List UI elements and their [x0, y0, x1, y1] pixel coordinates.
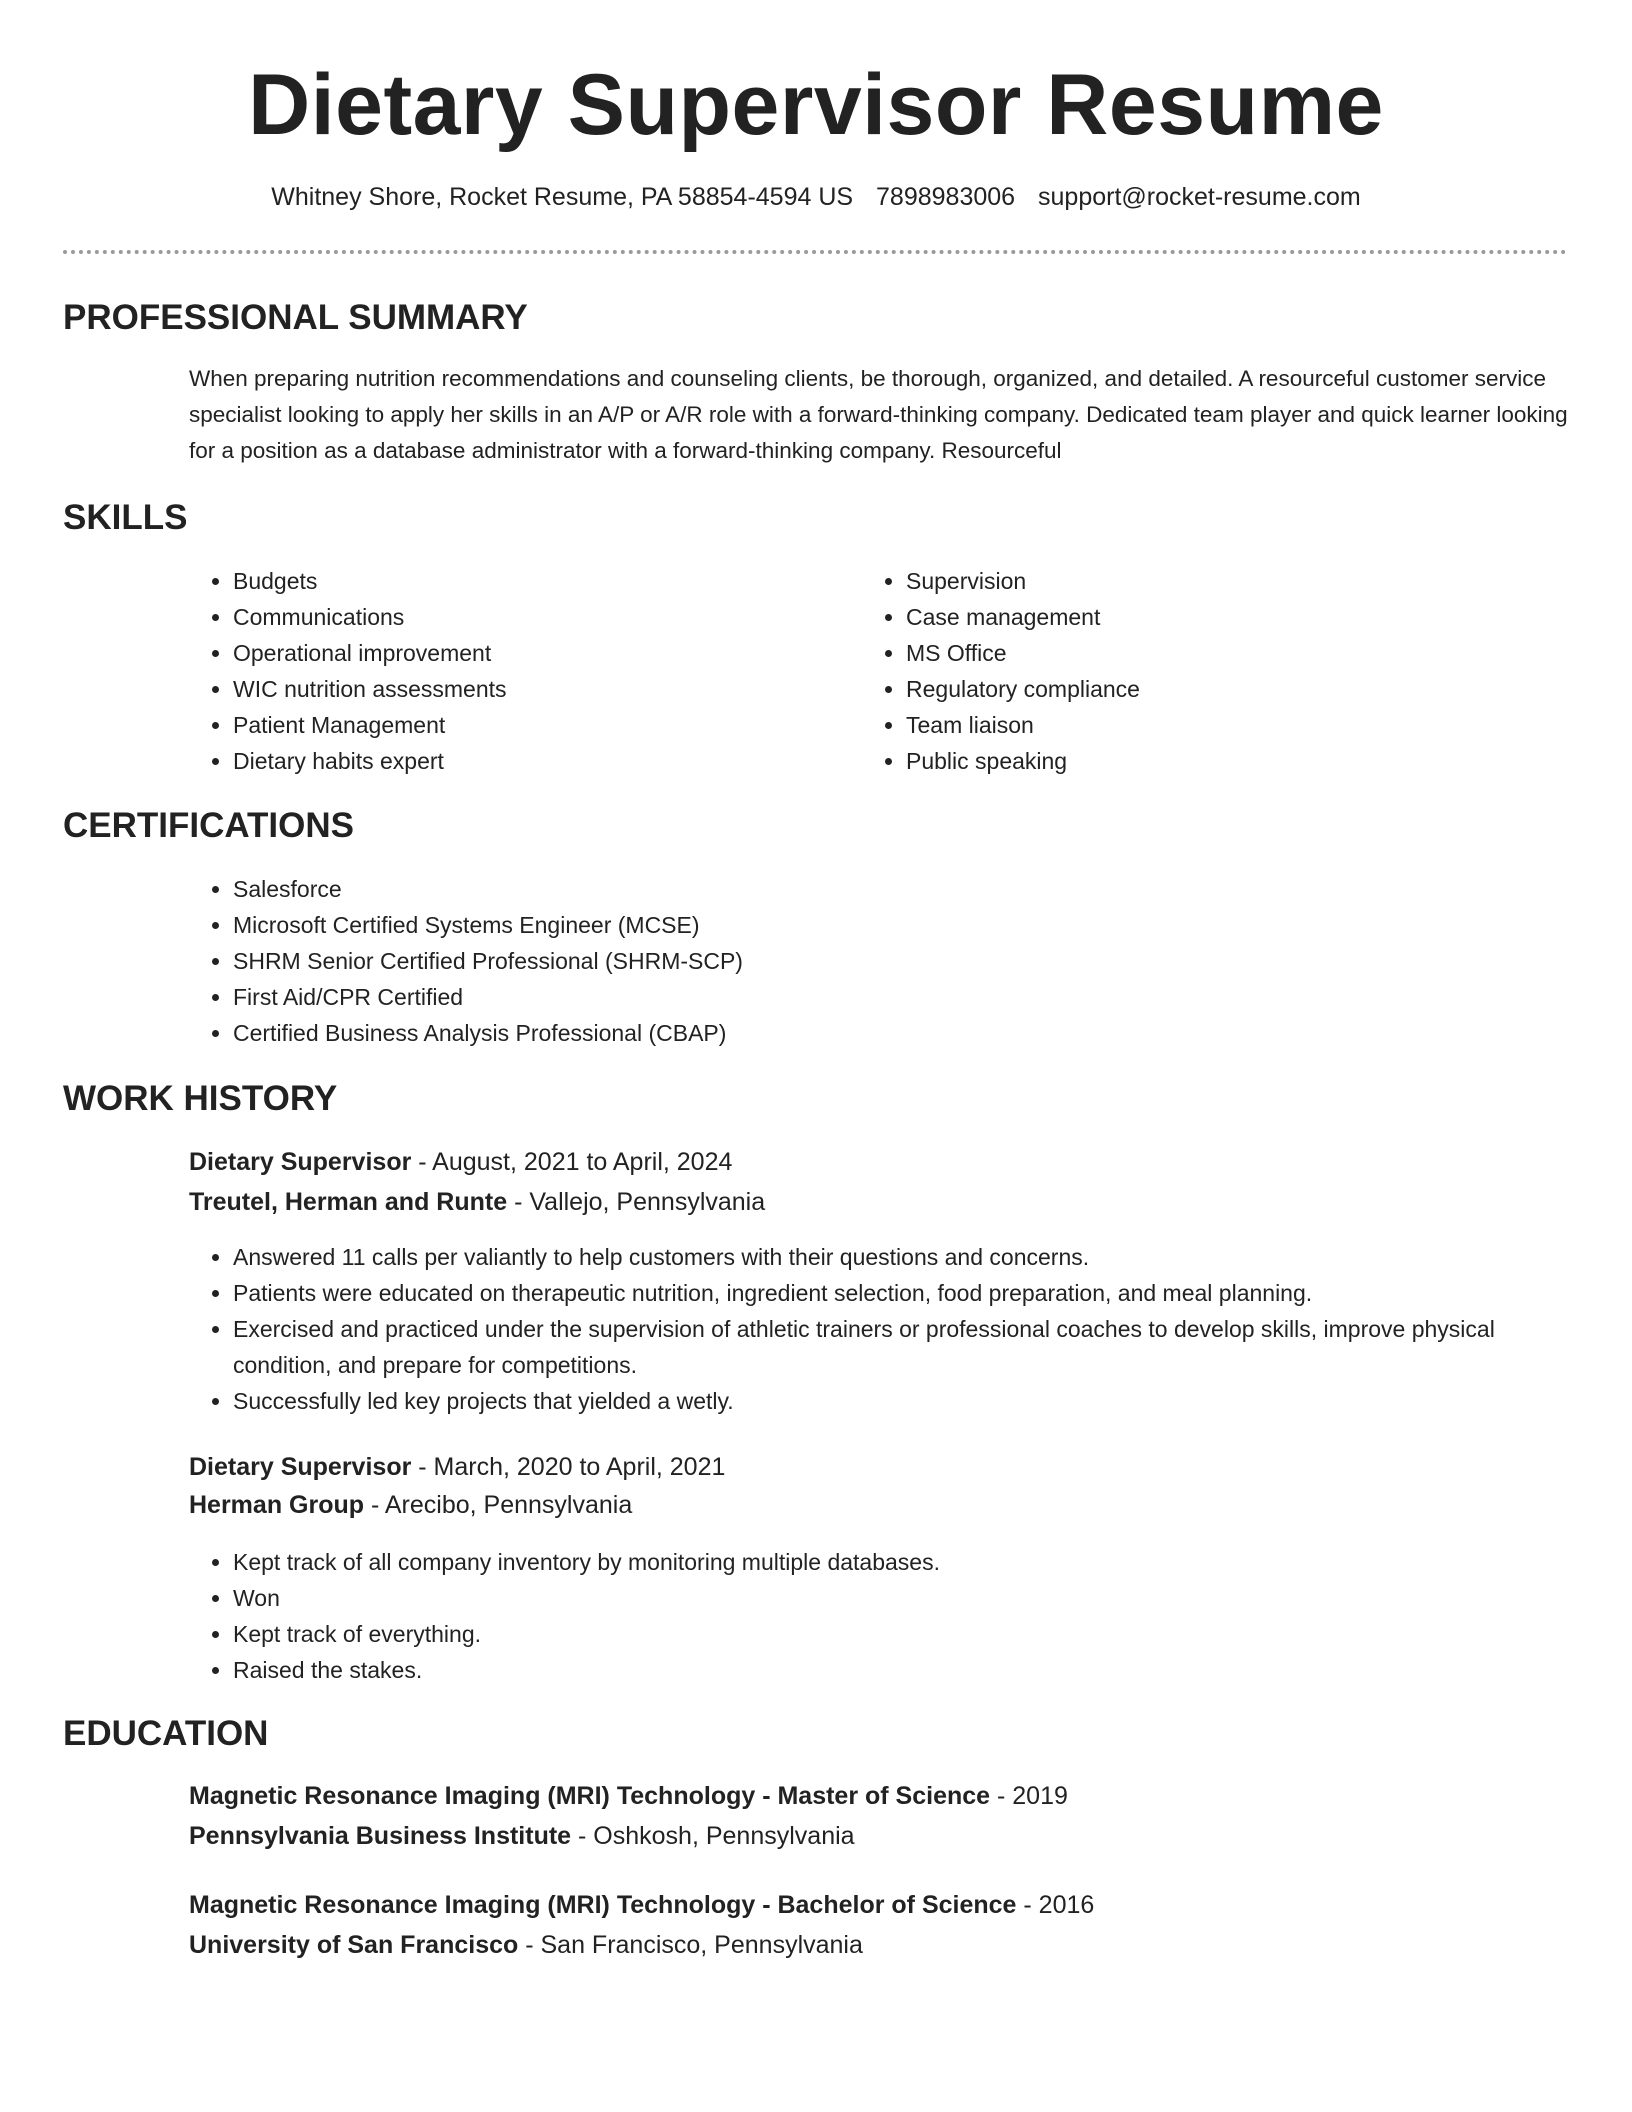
- skill-item: • Regulatory compliance: [906, 671, 1526, 707]
- job-company: Treutel, Herman and Runte: [189, 1188, 508, 1216]
- resume-title: Dietary Supervisor Resume: [248, 57, 1384, 153]
- education-location: - San Francisco, Pennsylvania: [518, 1931, 863, 1959]
- skill-item: • Communications: [233, 599, 853, 635]
- job-company-line: [189, 1183, 765, 1221]
- certification-item: • Microsoft Certified Systems Engineer (MCSE): [233, 907, 1533, 943]
- contact-address: Whitney Shore, Rocket Resume, PA 58854-4594 US: [271, 183, 854, 211]
- education-degree-line: [189, 1886, 1094, 1924]
- contact-email: support@rocket-resume.com: [1038, 183, 1361, 211]
- job-dates: - August, 2021 to April, 2024: [411, 1148, 733, 1176]
- job-title-line: [189, 1143, 732, 1181]
- job-title-line: [189, 1448, 725, 1486]
- job-bullets: [189, 1544, 1573, 1688]
- certification-item: • Salesforce: [233, 871, 1533, 907]
- work-history-heading: WORK HISTORY: [63, 1079, 338, 1118]
- certification-item: • First Aid/CPR Certified: [233, 979, 1533, 1015]
- education-location: - Oshkosh, Pennsylvania: [571, 1822, 855, 1850]
- education-school: University of San Francisco: [189, 1931, 519, 1959]
- job-title: Dietary Supervisor: [189, 1148, 412, 1176]
- job-dates: - March, 2020 to April, 2021: [411, 1453, 726, 1481]
- header-divider: [63, 250, 1567, 254]
- skill-item: • Supervision: [906, 563, 1526, 599]
- job-title: Dietary Supervisor: [189, 1453, 412, 1481]
- summary-heading: PROFESSIONAL SUMMARY: [63, 298, 528, 337]
- job-bullet: • Answered 11 calls per valiantly to help customers with their questions and concerns.: [233, 1239, 1573, 1275]
- skills-list-left: [189, 563, 853, 779]
- skills-heading: SKILLS: [63, 498, 188, 537]
- certification-item: • Certified Business Analysis Professional (CBAP): [233, 1015, 1533, 1051]
- education-degree: Magnetic Resonance Imaging (MRI) Technology - Bachelor of Science: [189, 1891, 1017, 1919]
- education-degree-line: [189, 1777, 1068, 1815]
- skill-item: • Patient Management: [233, 707, 853, 743]
- skill-item: • MS Office: [906, 635, 1526, 671]
- skill-item: • Operational improvement: [233, 635, 853, 671]
- job-bullet: • Exercised and practiced under the supervision of athletic trainers or professional coaches to develop skills, improve physical condition, and prepare for competitions.: [233, 1311, 1573, 1383]
- skills-list-right: [862, 563, 1526, 779]
- job-bullets: [189, 1239, 1573, 1419]
- education-year: - 2019: [990, 1782, 1068, 1810]
- job-bullet: • Patients were educated on therapeutic nutrition, ingredient selection, food preparation, and meal planning.: [233, 1275, 1573, 1311]
- certifications-heading: CERTIFICATIONS: [63, 806, 355, 845]
- job-company-line: [189, 1486, 632, 1524]
- summary-text: When preparing nutrition recommendations and counseling clients, be thorough, organized, and detailed. A resourceful customer service specialist looking to apply her skills in an A/P or A/R role with a forward-thinking company. Dedicated team player and quick learner looking for a position as a database administrator with a forward-thinking company. Resourceful: [189, 366, 1568, 463]
- job-bullet: • Kept track of all company inventory by monitoring multiple databases.: [233, 1544, 1573, 1580]
- skill-item: • Case management: [906, 599, 1526, 635]
- skill-item: • WIC nutrition assessments: [233, 671, 853, 707]
- education-year: - 2016: [1016, 1891, 1095, 1919]
- education-school-line: [189, 1926, 863, 1964]
- education-school-line: [189, 1817, 855, 1855]
- job-location: - Vallejo, Pennsylvania: [507, 1188, 766, 1216]
- education-degree: Magnetic Resonance Imaging (MRI) Technology - Master of Science: [189, 1782, 991, 1810]
- skill-item: • Budgets: [233, 563, 853, 599]
- education-heading: EDUCATION: [63, 1714, 269, 1753]
- certification-item: • SHRM Senior Certified Professional (SHRM-SCP): [233, 943, 1533, 979]
- job-bullet: • Won: [233, 1580, 1573, 1616]
- skill-item: • Dietary habits expert: [233, 743, 853, 779]
- skill-item: • Team liaison: [906, 707, 1526, 743]
- job-location: - Arecibo, Pennsylvania: [364, 1491, 633, 1519]
- job-bullet: • Raised the stakes.: [233, 1652, 1573, 1688]
- job-bullet: • Successfully led key projects that yielded a wetly.: [233, 1383, 1573, 1419]
- certifications-list: [189, 871, 1533, 1051]
- job-company: Herman Group: [189, 1491, 365, 1519]
- contact-phone: 7898983006: [876, 183, 1016, 211]
- contact-line: [0, 180, 1632, 214]
- job-bullet: • Kept track of everything.: [233, 1616, 1573, 1652]
- skill-item: • Public speaking: [906, 743, 1526, 779]
- education-school: Pennsylvania Business Institute: [189, 1822, 572, 1850]
